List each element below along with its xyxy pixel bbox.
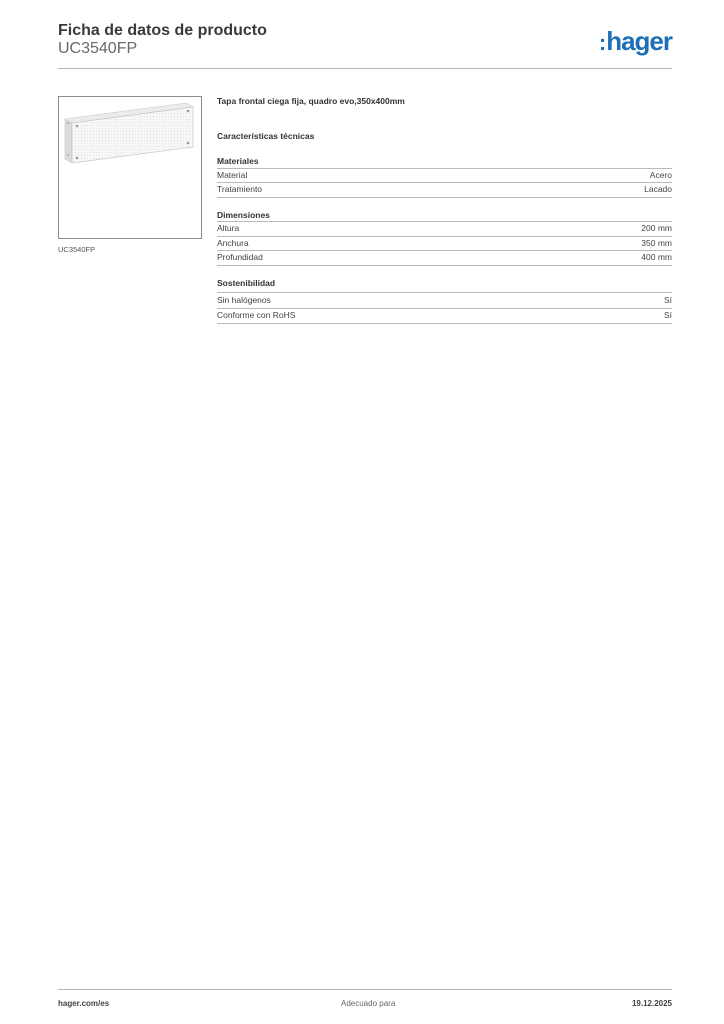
spec-label: Anchura bbox=[217, 238, 249, 248]
spec-label: Sin halógenos bbox=[217, 295, 271, 305]
footer-note: Adecuado para bbox=[341, 999, 396, 1008]
spec-row-altura bbox=[217, 221, 672, 235]
spec-value: 400 mm bbox=[641, 252, 672, 262]
spec-row-rohs bbox=[217, 308, 672, 322]
image-caption: UC3540FP bbox=[58, 245, 96, 254]
group-title-sostenibilidad: Sostenibilidad bbox=[217, 278, 276, 288]
row-divider bbox=[217, 323, 672, 324]
spec-value: Acero bbox=[649, 170, 672, 180]
spec-row-profundidad bbox=[217, 250, 672, 264]
footer-website: hager.com/es bbox=[58, 999, 110, 1008]
spec-row-tratamiento bbox=[217, 182, 672, 196]
spec-row-material bbox=[217, 168, 672, 182]
spec-value: 350 mm bbox=[641, 238, 672, 248]
row-divider bbox=[217, 265, 672, 266]
footer-divider bbox=[58, 989, 672, 990]
logo-text: hager bbox=[606, 26, 672, 56]
spec-label: Material bbox=[217, 170, 248, 180]
spec-value: Sí bbox=[663, 295, 672, 305]
footer-date: 19.12.2025 bbox=[631, 999, 672, 1008]
spec-label: Tratamiento bbox=[217, 184, 263, 194]
page-title: Ficha de datos de producto bbox=[58, 22, 267, 39]
row-divider bbox=[217, 197, 672, 198]
spec-row-sin-halogenos bbox=[217, 293, 672, 307]
spec-value: Lacado bbox=[644, 184, 672, 194]
hager-logo: :hager bbox=[598, 26, 672, 56]
spec-row-anchura bbox=[217, 236, 672, 250]
specs-section-title: Características técnicas bbox=[217, 131, 315, 141]
spec-label: Conforme con RoHS bbox=[217, 310, 296, 320]
group-title-materiales: Materiales bbox=[217, 156, 259, 166]
spec-value: Sí bbox=[663, 310, 672, 320]
product-reference: UC3540FP bbox=[58, 40, 138, 57]
spec-label: Profundidad bbox=[217, 252, 263, 262]
spec-label: Altura bbox=[217, 223, 240, 233]
product-description: Tapa frontal ciega fija, quadro evo,350x400mm bbox=[217, 96, 405, 106]
spec-value: 200 mm bbox=[641, 223, 672, 233]
product-image-frame bbox=[58, 96, 202, 239]
header-divider bbox=[58, 68, 672, 69]
product-image bbox=[59, 97, 201, 238]
group-title-dimensiones: Dimensiones bbox=[217, 210, 270, 220]
